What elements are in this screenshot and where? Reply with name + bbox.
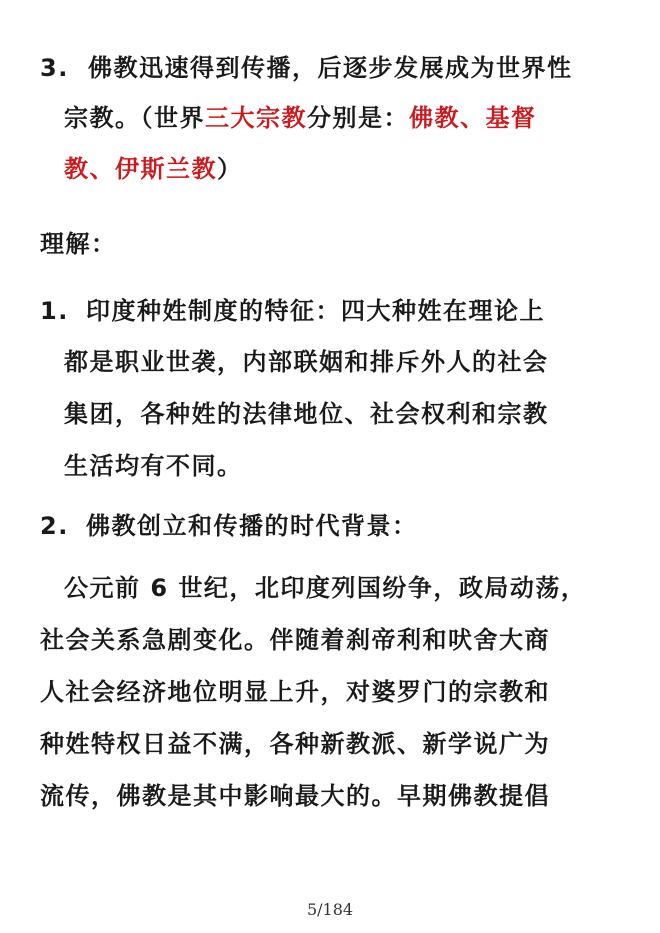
section3-line3	[64, 153, 243, 185]
item1-line1	[40, 295, 545, 327]
item1-line3: 集团，各种姓的法律地位、社会权利和宗教	[64, 400, 549, 428]
section3-line2	[64, 102, 537, 134]
religions-list-highlight-2: 教、伊斯兰教	[64, 155, 217, 183]
religions-list-highlight-1: 佛教、基督	[409, 104, 537, 132]
item2-paragraph-line3: 人社会经济地位明显上升，对婆罗门的宗教和	[40, 678, 550, 706]
item2-paragraph-line2: 社会关系急剧变化。伴随着刹帝利和吠舍大商	[40, 626, 550, 654]
page-number: 5/184	[306, 900, 354, 919]
item1-line2: 都是职业世袭，内部联姻和排斥外人的社会	[64, 348, 549, 376]
section3-line2-mid: 分别是：	[307, 104, 409, 132]
section3-line2-pre: 宗教。（世界	[64, 104, 205, 132]
understanding-heading: 理解：	[40, 230, 117, 258]
item2-paragraph-line4: 种姓特权日益不满，各种新教派、新学说广为	[40, 730, 550, 758]
item2-title: 佛教创立和传播的时代背景：	[86, 512, 418, 540]
item2-number: 2.	[40, 512, 69, 540]
section3-number: 3.	[40, 54, 69, 82]
section3-line1	[40, 52, 573, 84]
item1-line1-text: 印度种姓制度的特征：四大种姓在理论上	[86, 297, 545, 325]
item2-paragraph-line5: 流传，佛教是其中影响最大的。早期佛教提倡	[40, 782, 550, 810]
section3-line3-post: ）	[217, 155, 243, 183]
section3-line1-text: 佛教迅速得到传播，后逐步发展成为世界性	[88, 54, 573, 82]
item1-number: 1.	[40, 297, 69, 325]
item2-paragraph-line1: 公元前 6 世纪，北印度列国纷争，政局动荡，	[64, 574, 587, 602]
three-major-religions-highlight: 三大宗教	[205, 104, 307, 132]
item1-line4: 生活均有不同。	[64, 452, 243, 480]
item2-title-line	[40, 510, 418, 542]
